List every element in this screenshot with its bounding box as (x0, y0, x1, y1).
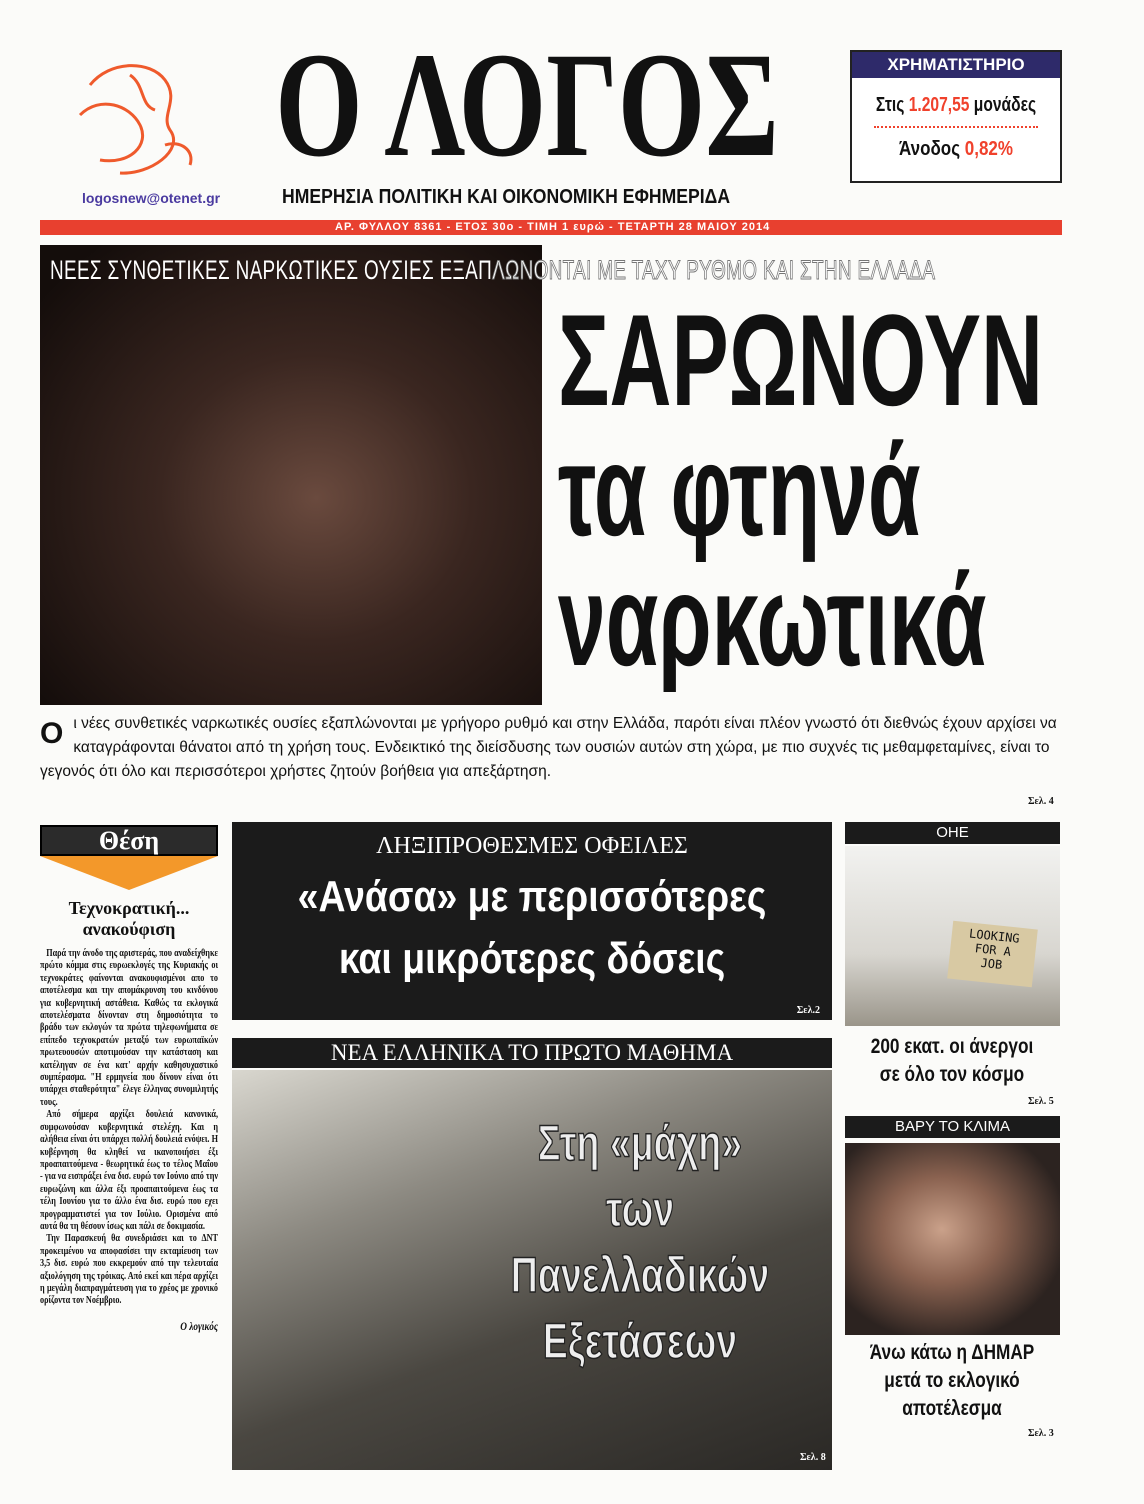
column-title[interactable]: Τεχνοκρατική... ανακούφιση (68, 898, 190, 939)
unemployed-headline[interactable] (845, 1033, 1058, 1089)
column-body (40, 948, 218, 1334)
page-ref: Σελ.2 (796, 1005, 820, 1016)
story-kicker: ΟΗΕ (845, 822, 1060, 844)
column-label: Θέση (40, 825, 218, 856)
issue-bar (40, 220, 1062, 235)
column-paragraph: Από σήμερα αρχίζει δουλειά κανονικά, συμφωνούσαν κυβερνητικά στελέχη. Και η αλήθεια είναι ότι υπάρχει πολλή δουλειά ενόψει. Η κυβέρνηση θα κληθεί να ικανοποιήσει έξι προαπαιτούμενα - θεωρητικά έως το τέλος Μαΐου - για να εισπράξει ένα δισ. ευρώ τον Ιούνιο από την ευρωζώνη και άλλα έξι προαπαιτούμενα έως τα τέλη Ιουνίου για το άλλο ένα δισ. ευρώ που εχει προγραμματιστεί για τον Ιούλιο. Ορισμένα από αυτά θα τη θέσουν ίσως και πάλι σε δοκιμασία. (40, 1109, 219, 1232)
headline-line: των (605, 1181, 675, 1237)
story-kicker: ΛΗΞΙΠΡΟΘΕΣΜΕΣ ΟΦΕΙΛΕΣ (376, 833, 688, 859)
headline-line: 200 εκατ. οι άνεργοι (870, 1035, 1034, 1058)
story-debts[interactable] (232, 822, 832, 1020)
stock-suffix: μονάδες (973, 94, 1037, 116)
stock-market-box (850, 50, 1062, 183)
exam-headline[interactable] (505, 1110, 775, 1374)
lead-body (40, 712, 1060, 784)
story-kicker: ΝΕΑ ΕΛΛΗΝΙΚΑ ΤΟ ΠΡΩΤΟ ΜΑΘΗΜΑ (232, 1038, 832, 1068)
headline-line: και μικρότερες δόσεις (338, 934, 726, 983)
headline-line: «Ανάσα» με περισσότερες (297, 872, 767, 921)
headline-line: Εξετάσεων (542, 1313, 738, 1369)
stock-prefix: Στις (875, 94, 905, 116)
politician-photo (845, 1143, 1060, 1335)
stock-change: 0,82% (964, 138, 1013, 160)
headline-line: σε όλο τον κόσμο (879, 1063, 1025, 1086)
page-ref: Σελ. 3 (1028, 1428, 1054, 1439)
lead-photo (40, 245, 542, 705)
column-arrow (40, 856, 218, 890)
divider (874, 126, 1038, 128)
column-paragraph: Την Παρασκευή θα συνεδριάσει και το ΔΝΤ προκειμένου να αποφασίσει την εκταμίευση των 3,5 δισ. ευρώ που εκκρεμούν από την τελευταία αξιολόγηση της τρόικας. Από εκεί και πέρα αρχίζει η μεγάλη διαπραγμάτευση για το χρέος με χρονικό ορίζοντα τον Νοέμβριο. (40, 1233, 219, 1307)
sign-line: JOB (979, 955, 1003, 973)
stock-change-line (850, 136, 1062, 162)
headline-line: ΣΑΡΩΝΟΥΝ (558, 287, 1043, 433)
stock-title: ΧΡΗΜΑΤΙΣΤΗΡΙΟ (852, 52, 1060, 78)
logo-emblem (70, 55, 205, 185)
story-kicker: ΒΑΡΥ ΤΟ ΚΛΙΜΑ (845, 1116, 1060, 1138)
headline-line: τα φτηνά (558, 417, 921, 563)
headline-line: ναρκωτικά (558, 547, 987, 693)
column-signature: Ο λογικός (180, 1318, 219, 1333)
sign-line: LOOKING (968, 926, 1021, 946)
page-ref: Σελ. 8 (800, 1452, 826, 1463)
lead-kicker-part-a: ΝΕΕΣ ΣΥΝΘΕΤΙΚΕΣ ΝΑΡΚΩΤΙΚΕΣ ΟΥΣΙΕΣ ΕΞΑΠ (50, 255, 493, 285)
newspaper-title: Ο ΛΟΓΟΣ (275, 22, 779, 188)
lead-text: ι νέες συνθετικές ναρκωτικές ουσίες εξαπλώνονται με γρήγορο ρυθμό και στην Ελλάδα, παρότι είναι πλέον γνωστό ότι διεθνώς έχουν αρχίσει να καταγράφονται θάνατοι από τη χρήση τους. Ενδεικτικό της διείσδυσης των ουσιών αυτών στη χώρα, με πιο συχνές τις μεθαμφεταμίνες, είναι το γεγονός ότι όλο και περισσότεροι χρήστες ζητούν βοήθεια για απεξάρτηση. (40, 715, 1057, 780)
stock-change-label: Άνοδος (899, 138, 961, 160)
headline-line: μετά το εκλογικό (884, 1369, 1020, 1392)
lead-kicker-part-b: ΛΩΝΟΝΤΑΙ ΜΕ ΤΑΧΥ ΡΥΘΜΟ ΚΑΙ ΣΤΗΝ ΕΛΛΑΔΑ (492, 255, 936, 285)
job-sign (947, 921, 1038, 988)
dimar-headline[interactable] (845, 1339, 1058, 1423)
headline-line: Άνω κάτω η ΔΗΜΑΡ (869, 1341, 1035, 1364)
lead-kicker (50, 255, 935, 286)
stock-points: 1.207,55 (908, 94, 970, 116)
headline-line: Πανελλαδικών (510, 1247, 770, 1303)
issue-line: ΑΡ. ΦΥΛΛΟΥ 8361 - ΕΤΟΣ 30ο - ΤΙΜΗ 1 ευρώ - ΤΕΤΑΡΤΗ 28 ΜΑΙΟΥ 2014 (335, 221, 771, 233)
column-paragraph: Παρά την άνοδο της αριστεράς, που αναδείχθηκε πρώτο κόμμα στις ευρωεκλογές της Κυριακής οι τεχνοκράτες φαίνονται ανακουφισμένοι απο το αποτέλεσμα και την απομάκρυνση του κινδύνου για κυβερνητική αστάθεια. Καθώς τα εκλογικά αποτελέσματα δίνονταν στη δημοσιότητα το βράδυ των εκλογών τα πρώτα τηλεφωνήματα σε επίπεδο τεχνοκρατών μεταξύ των ευρωπαϊκών πρωτευουσών αποτιμούσαν την κατάσταση και κατέληγαν σε ένα κατ' αρχήν καθησυχαστικό συμπέρασμα. "Η ερμηνεία που δίνουν είναι ότι υπάρχει σταθερότητα" έλεγε έλληνας συνομιλητής τους. (40, 948, 219, 1108)
contact-email[interactable]: logosnew@otenet.gr (82, 190, 221, 206)
headline-line: Στη «μάχη» (537, 1115, 743, 1171)
page-ref: Σελ. 5 (1028, 1096, 1054, 1107)
drop-cap: Ο (40, 717, 64, 750)
headline-line: αποτέλεσμα (902, 1397, 1002, 1420)
stock-index-line (855, 92, 1058, 118)
sign-line: FOR A (974, 941, 1012, 959)
lead-page-ref: Σελ. 4 (1028, 796, 1054, 807)
lead-headline[interactable] (558, 287, 1046, 693)
newspaper-subtitle: ΗΜΕΡΗΣΙΑ ΠΟΛΙΤΙΚΗ ΚΑΙ ΟΙΚΟΝΟΜΙΚΗ ΕΦΗΜΕΡΙΔΑ (282, 186, 731, 208)
